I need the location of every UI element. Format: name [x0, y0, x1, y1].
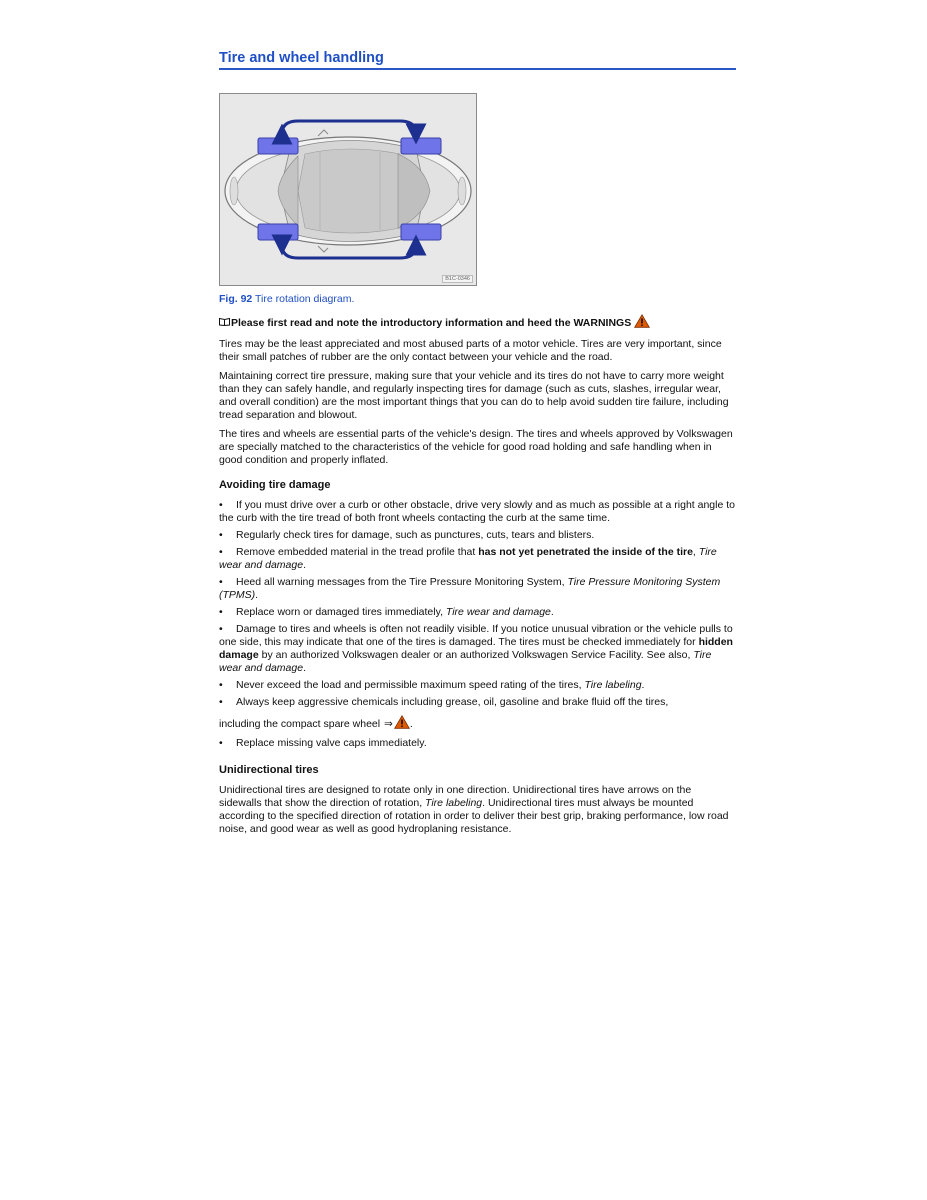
list-item: • Remove embedded material in the tread profile that has not yet penetrated the inside of the tire, Tire wear and damage.: [219, 546, 717, 571]
paragraph-1: Tires may be the least appreciated and most abused parts of a motor vehicle. Tires are very important, since their small patches of rubber are the only contact between your vehicle and the road.: [219, 338, 722, 363]
link-tire-labeling[interactable]: Tire labeling: [584, 679, 642, 691]
warning-icon[interactable]: [394, 715, 410, 733]
link-tire-wear[interactable]: Tire wear and damage: [219, 546, 717, 571]
list-item: • Replace worn or damaged tires immediately, Tire wear and damage.: [219, 606, 554, 618]
figure-caption-text: Tire rotation diagram.: [255, 293, 355, 305]
tire-front-left: [401, 138, 441, 154]
reference-arrow: ⇒: [384, 718, 393, 730]
list-item: • Regularly check tires for damage, such as punctures, cuts, tears and blisters.: [219, 529, 595, 541]
link-tpms[interactable]: Tire Pressure Monitoring System (TPMS): [219, 576, 721, 601]
content-body: [219, 314, 736, 842]
warning-icon[interactable]: [634, 314, 650, 332]
figure-code: B1C-0346: [442, 275, 473, 283]
list-item: • Damage to tires and wheels is often not readily visible. If you notice unusual vibration or the vehicle pulls to one side, this may indicate that one of the tires is damaged. The tires must be checked immediately for hidden damage by an authorized Volkswagen dealer or an authorized Volkswagen Service Facility. See also, Tire wear and damage.: [219, 623, 733, 674]
list-item: • Replace missing valve caps immediately.: [219, 737, 427, 749]
section-heading-unidirectional-tires: Unidirectional tires: [219, 764, 319, 776]
link-tire-labeling[interactable]: Tire labeling: [425, 797, 483, 809]
paragraph-unidirectional: Unidirectional tires are designed to rotate only in one direction. Unidirectional tires have arrows on the sidewalls that show the direction of rotation, Tire labeling. Unidirectional tires must always be mounted according to the specified direction of rotation in order to deliver their best grip, braking performance, low road noise, and good wear as well as good hydroplaning resistance.: [219, 784, 729, 835]
list-item: • Never exceed the load and permissible maximum speed rating of the tires, Tire labeling.: [219, 679, 645, 691]
page-header: [219, 50, 736, 70]
book-icon: [219, 317, 230, 330]
list-item: • Heed all warning messages from the Tire Pressure Monitoring System, Tire Pressure Monitoring System (TPMS).: [219, 576, 721, 601]
list-item: • If you must drive over a curb or other obstacle, drive very slowly and as much as possible at a right angle to the curb with the tire tread of both front wheels contacting the curb at the same time.: [219, 499, 735, 524]
paragraph-2: Maintaining correct tire pressure, making sure that your vehicle and its tires do not have to carry more weight than they can safely handle, and regularly inspecting tires for damage (such as cuts, slashes, irregular wear, and overall condition) are the most important things that you can do to help avoid sudden tire failure, including tread separation and blowout.: [219, 370, 729, 421]
figure-caption-label: Fig. 92: [219, 293, 253, 305]
tire-rotation-diagram: [220, 94, 476, 285]
list-item: • Always keep aggressive chemicals including grease, oil, gasoline and brake fluid off the tires, including the compact spare wheel ⇒ .: [219, 696, 736, 733]
tire-rear-right: [258, 224, 298, 240]
paragraph-3: The tires and wheels are essential parts of the vehicle's design. The tires and wheels approved by Volkswagen are specially matched to the characteristics of the vehicle for good road holding and safe handling when in good condition and properly inflated.: [219, 428, 733, 466]
link-tire-wear[interactable]: Tire wear and damage: [219, 649, 712, 674]
figure-caption: [219, 293, 354, 305]
tire-rear-left: [258, 138, 298, 154]
link-tire-wear[interactable]: Tire wear and damage: [445, 606, 551, 618]
page-title: Tire and wheel handling: [219, 50, 384, 66]
tire-rotation-figure: [219, 93, 477, 286]
rotation-arrow-bottom: [282, 245, 416, 258]
rotation-arrow-top: [282, 121, 416, 134]
intro-text: Please first read and note the introductory information and heed the WARNINGS: [231, 316, 632, 329]
tire-front-right: [401, 224, 441, 240]
intro-note: [219, 314, 736, 332]
tire-damage-list: [219, 499, 736, 750]
section-heading-avoiding-tire-damage: Avoiding tire damage: [219, 479, 331, 491]
